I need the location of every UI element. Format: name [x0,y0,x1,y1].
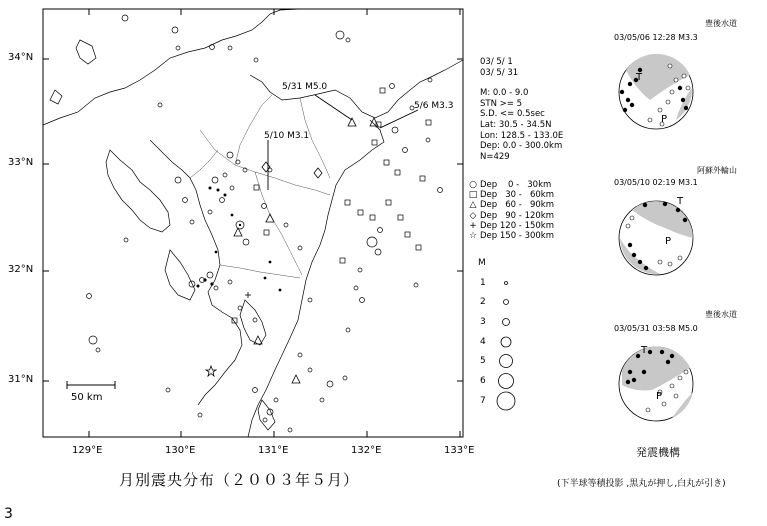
triangle-icon: △ [469,200,477,211]
map-ticks [43,9,463,437]
magnitude-value: 3 [480,317,486,327]
t-axis-label: T [636,72,643,83]
mechanism-header: 03/05/31 03:58 M5.0 [614,324,698,333]
lon-label: 132°E [351,445,382,456]
mechanism-header: 03/05/06 12:28 M3.3 [614,33,698,42]
event-count: N=429 [480,151,510,162]
diamond-icon: ◇ [469,210,477,221]
lon-label: 130°E [165,445,196,456]
epicenters-triangle [234,118,378,383]
plus-icon: + [469,220,477,231]
lat-label: 32°N [8,264,34,275]
legend-row [466,231,554,241]
scale-label: 50 km [71,392,103,403]
lon-range: Lon: 128.5 - 133.0E [480,130,564,141]
mechanism-header: 03/05/10 02:19 M3.1 [614,178,698,187]
p-axis-label: P [665,236,672,247]
page-number: 3 [4,506,13,522]
legend-row [466,211,554,221]
magnitude-legend-circles [497,282,515,411]
legend-label: Dep 60 - 90km [480,200,554,211]
annotation-lines [268,95,418,190]
legend-label: Dep 30 - 60km [480,190,554,201]
mechanism-note: (下半球等積投影 ,黒丸が押し,白丸が引き) [557,479,726,489]
mechanism-beachball-3 [619,347,693,421]
square-icon: □ [468,190,478,201]
magnitude-legend-header: M [478,258,486,268]
quake-annotation: 5/10 M3.1 [264,131,310,141]
legend-row [466,200,554,210]
mechanism-beachball-2 [619,201,693,275]
epicenters-diamond [262,162,322,178]
lon-label: 129°E [72,445,103,456]
t-axis-label: T [641,345,648,356]
station-count: STN >= 5 [480,98,523,109]
mechanism-beachball-1 [619,54,693,129]
magnitude-range: M: 0.0 - 9.0 [480,88,529,99]
std-deviation: S.D. <= 0.5sec [480,109,545,120]
mechanism-region: 阿蘇外輪山 [697,166,737,175]
date-from: 03/ 5/ 1 [480,57,513,67]
magnitude-value: 5 [480,356,486,366]
lon-label: 131°E [258,445,289,456]
lat-label: 31°N [8,374,34,385]
p-axis-label: P [661,114,668,125]
legend-row [466,190,554,200]
legend-label: Dep 150 - 300km [480,230,554,241]
mechanism-title: 発震機構 [636,446,680,459]
mechanism-region: 豊後水道 [705,19,737,28]
scale-bar [67,381,115,389]
circle-icon: ○ [469,180,477,190]
map-title: 月別震央分布（２００３年５月） [119,471,360,489]
magnitude-value: 4 [480,337,486,347]
magnitude-value: 6 [480,376,486,386]
mechanism-region: 豊後水道 [705,310,737,319]
depth-legend [466,180,554,241]
legend-row [466,221,554,231]
epicenters-star-plus [206,292,251,376]
p-axis-label: P [656,391,663,402]
magnitude-value: 2 [480,297,486,307]
magnitude-value: 7 [480,396,486,406]
quake-annotation: 5/6 M3.3 [414,101,454,111]
legend-label: Dep 120 - 150km [480,220,554,231]
depth-range: Dep: 0.0 - 300.0km [480,141,563,152]
date-to: 03/ 5/ 31 [480,67,519,78]
lat-range: Lat: 30.5 - 34.5N [480,119,552,130]
legend-label: Dep 90 - 120km [480,210,554,221]
t-axis-label: T [677,196,684,207]
star-icon: ☆ [468,230,478,241]
legend-row [466,180,554,190]
search-conditions [480,57,563,162]
lon-label: 133°E [444,445,475,456]
prefecture-boundaries [190,95,330,278]
map-frame [43,9,463,437]
lat-label: 34°N [8,52,34,63]
epicenters-dense [197,187,282,292]
quake-annotation: 5/31 M5.0 [282,82,328,92]
lat-label: 33°N [8,157,34,168]
magnitude-value: 1 [480,278,486,288]
epicenters [87,15,443,432]
coastline [43,9,463,437]
legend-label: Dep 0 - 30km [480,180,552,190]
